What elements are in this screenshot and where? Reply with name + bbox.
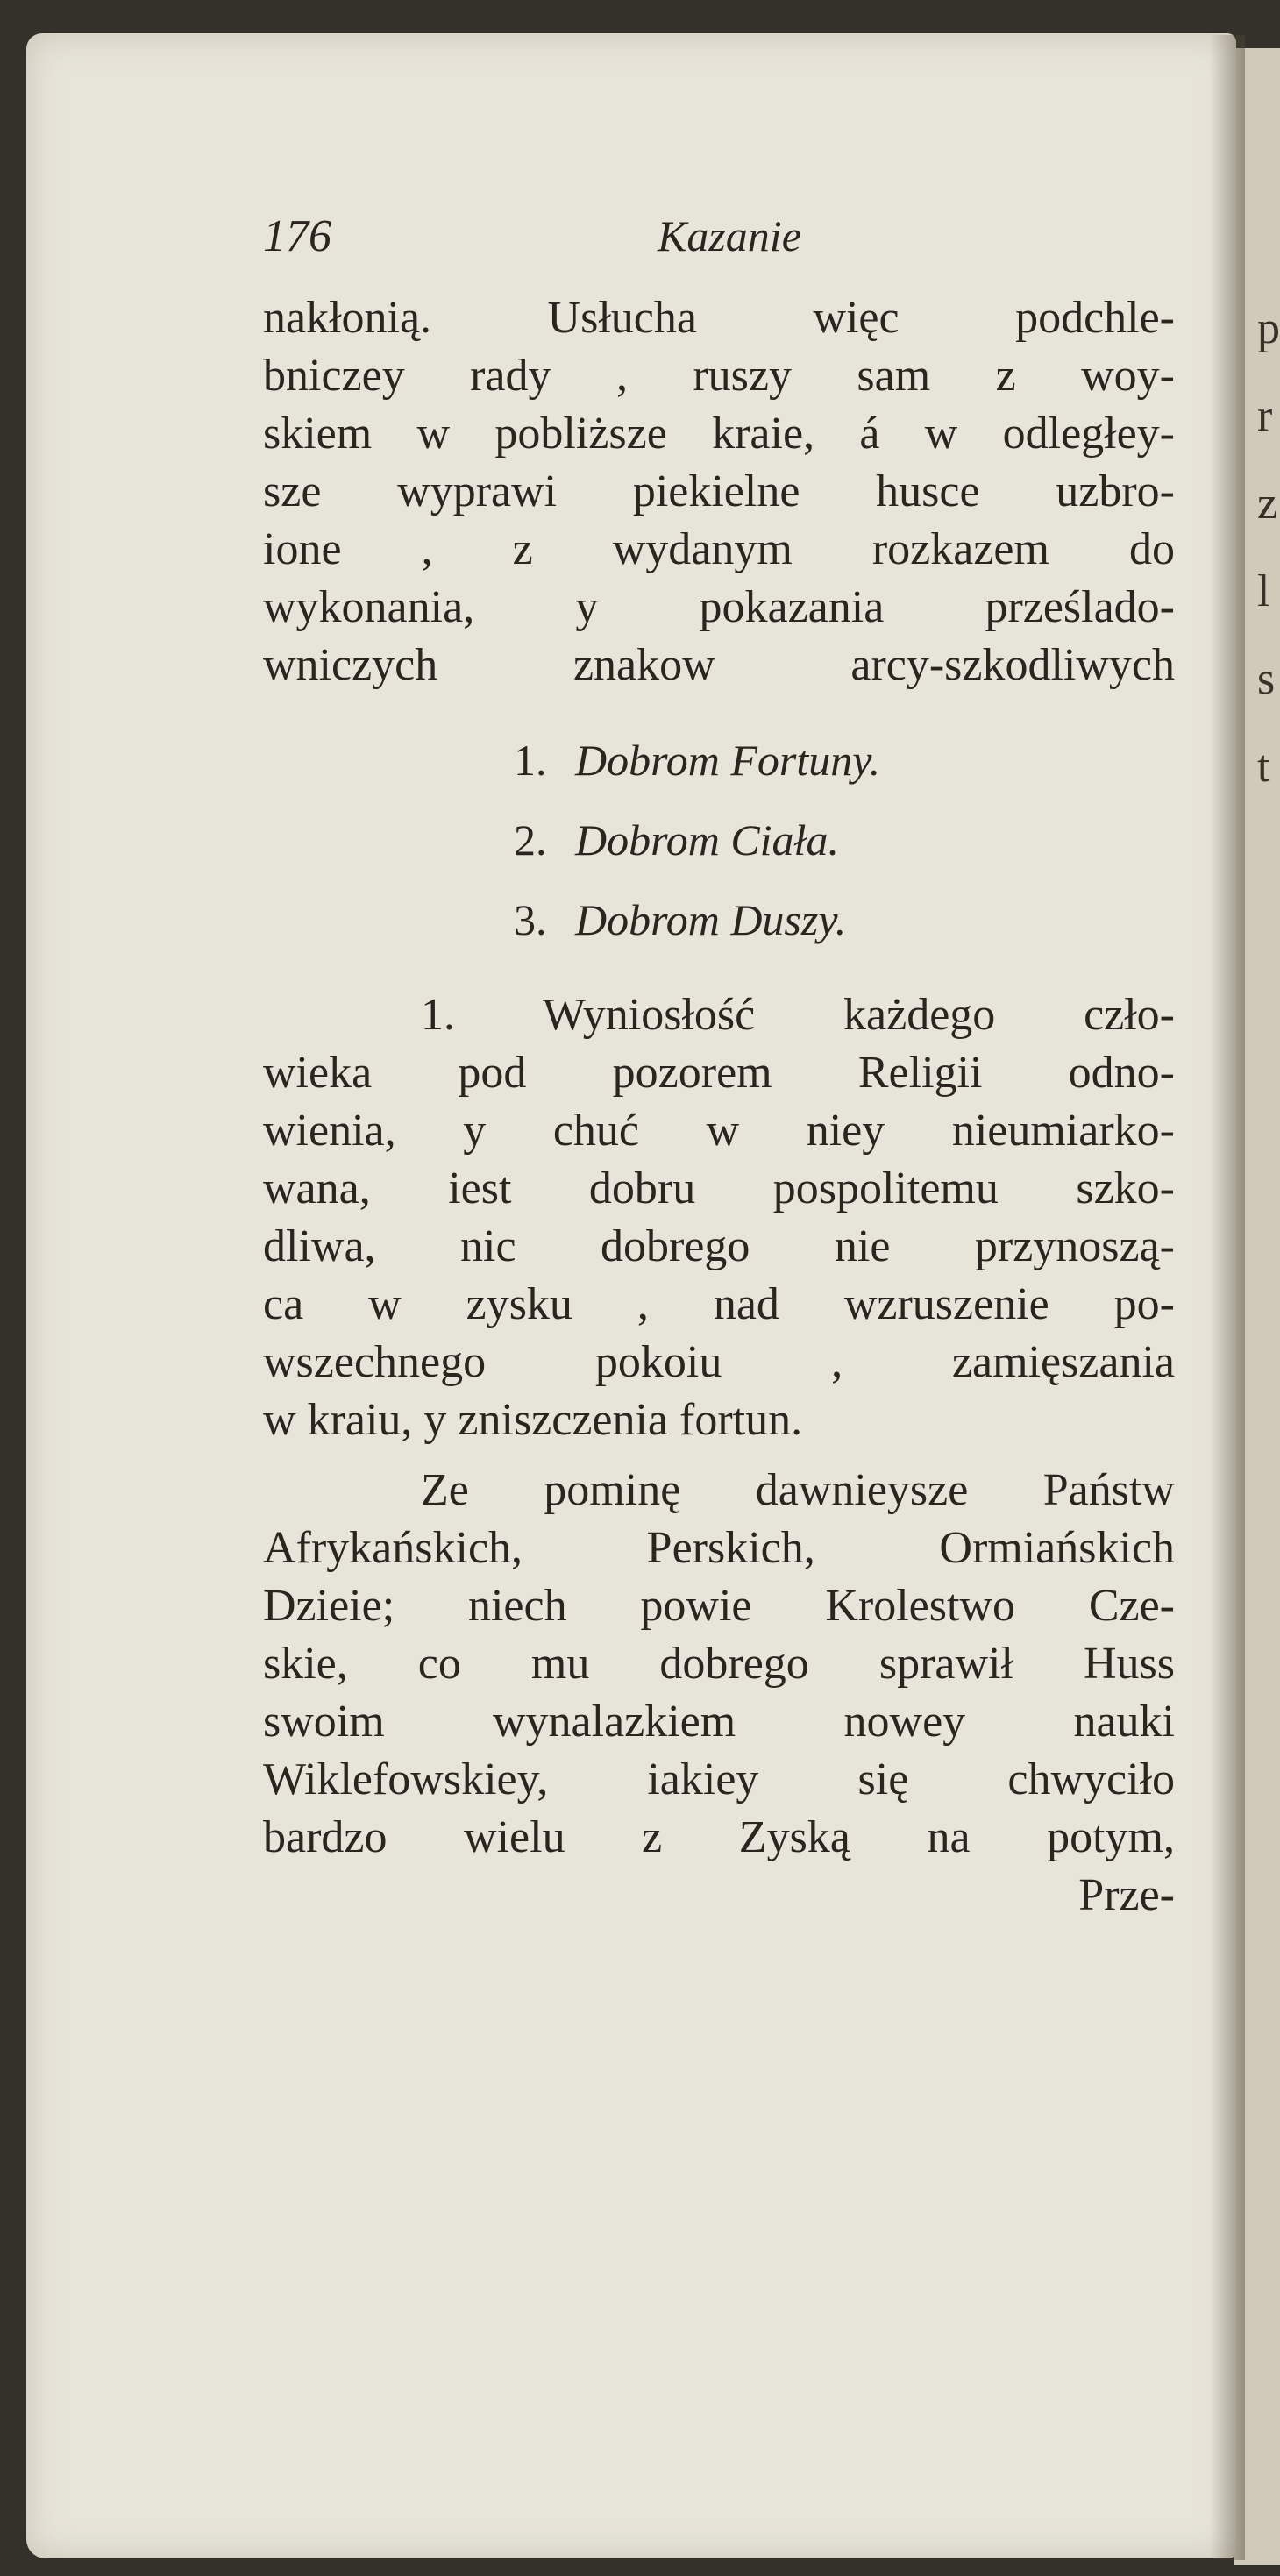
text-line: sze wyprawi piekielne husce uzbro-: [263, 466, 1175, 516]
text-line: skiem w pobliższe kraie, á w odległey-: [263, 409, 1175, 459]
text-line: skie, co mu dobrego sprawił Huss: [263, 1639, 1175, 1689]
page-header: [263, 210, 1175, 289]
page-text: [263, 210, 1175, 1925]
enumerated-list: [263, 721, 1175, 960]
text-line: Dzieie; niech powie Krolestwo Cze-: [263, 1581, 1175, 1631]
list-item-text: Dobrom Duszy.: [575, 895, 847, 944]
text-line: wienia, y chuć w niey nieumiarko-: [263, 1106, 1175, 1156]
list-item: [514, 801, 1175, 880]
text-line: ione , z wydanym rozkazem do: [263, 524, 1175, 574]
facing-page-fragment: z: [1257, 479, 1278, 529]
text-line: dliwa, nic dobrego nie przynoszą-: [263, 1221, 1175, 1271]
catchword: Prze-: [1078, 1870, 1175, 1920]
facing-page-fragment: l: [1257, 566, 1270, 616]
text-line: 1. Wyniosłość każdego czło-: [421, 990, 1175, 1040]
section-1-paragraph: [263, 986, 1175, 1449]
text-line: wszechnego pokoiu , zamięszania: [263, 1337, 1175, 1387]
facing-page-fragment: p: [1257, 303, 1280, 353]
text-line: Ze pominę dawnieysze Państw: [421, 1465, 1175, 1515]
list-item-number: 1.: [514, 736, 547, 785]
text-line: w kraiu, y zniszczenia fortun.: [263, 1395, 803, 1445]
list-item: [514, 880, 1175, 960]
text-line: Wiklefowskiey, iakiey się chwyciło: [263, 1754, 1175, 1804]
spine-shadow: [1210, 35, 1245, 2560]
text-line: swoim wynalazkiem nowey nauki: [263, 1697, 1175, 1747]
list-item-text: Dobrom Ciała.: [575, 815, 839, 865]
text-line: nakłonią. Usłucha więc podchle-: [263, 293, 1175, 343]
text-line: bniczey rady , ruszy sam z woy-: [263, 351, 1175, 401]
list-item-number: 2.: [514, 815, 547, 865]
text-line: wana, iest dobru pospolitemu szko-: [263, 1163, 1175, 1213]
text-line: bardzo wielu z Zyską na potym,: [263, 1812, 1175, 1862]
text-line: wykonania, y pokazania prześlado-: [263, 582, 1175, 632]
facing-page-fragment: s: [1257, 654, 1276, 704]
running-title: Kazanie: [658, 211, 801, 260]
text-line: ca w zysku , nad wzruszenie po-: [263, 1279, 1175, 1329]
intro-paragraph: [263, 289, 1175, 694]
text-line: Afrykańskich, Perskich, Ormiańskich: [263, 1523, 1175, 1573]
facing-page-fragment: t: [1257, 742, 1270, 792]
text-line: wniczych znakow arcy-szkodliwych: [263, 640, 1175, 690]
list-item-text: Dobrom Fortuny.: [575, 736, 881, 785]
list-item: [514, 721, 1175, 801]
section-2-paragraph: [263, 1462, 1175, 1867]
list-item-number: 3.: [514, 895, 547, 944]
facing-page-fragment: r: [1257, 391, 1273, 441]
page-number: 176: [263, 211, 331, 261]
text-line: wieka pod pozorem Religii odno-: [263, 1048, 1175, 1098]
